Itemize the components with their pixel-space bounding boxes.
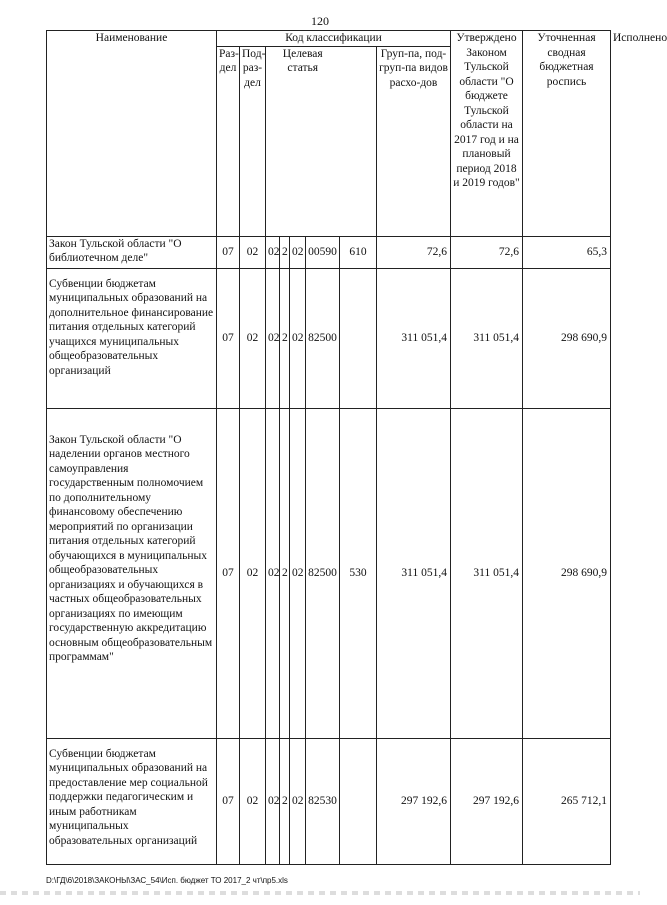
header-group: Груп-па, под-груп-па видов расхо-дов: [377, 46, 451, 236]
row-target-4: 00590: [306, 236, 340, 268]
row-refined: 72,6: [451, 236, 523, 268]
row-approved: 311 051,4: [377, 408, 451, 738]
row-section: 07: [217, 408, 240, 738]
row-section: 07: [217, 236, 240, 268]
header-subsection: Под-раз-дел: [240, 46, 266, 236]
header-target-spacer: [340, 46, 377, 236]
table-row: [47, 408, 611, 738]
row-approved: 311 051,4: [377, 268, 451, 408]
row-target-3: 02: [290, 738, 306, 864]
row-target-2: 2: [280, 408, 290, 738]
row-target-2: 2: [280, 738, 290, 864]
scan-noise-line: [0, 891, 640, 895]
budget-table: [46, 30, 667, 865]
row-executed: 298 690,9: [523, 408, 611, 738]
row-group: [340, 268, 377, 408]
row-executed: 298 690,9: [523, 268, 611, 408]
row-target-1: 02: [266, 408, 280, 738]
row-refined: 311 051,4: [451, 268, 523, 408]
row-target-2: 2: [280, 236, 290, 268]
row-subsection: 02: [240, 236, 266, 268]
row-target-2: 2: [280, 268, 290, 408]
row-name: Закон Тульской области "О библиотечном деле": [47, 236, 217, 268]
header-target: Целевая статья: [266, 46, 340, 236]
header-approved: Утверждено Законом Тульской области "О бюджете Тульской области на 2017 год и на плановый период 2018 и 2019 годов": [451, 31, 523, 237]
row-group: [340, 738, 377, 864]
row-name: Закон Тульской области "О наделении органов местного самоуправления государственным полномочием по дополнительному финансовому обеспечению мероприятий по организации питания отдельных категорий обучающихся в муниципальных общеобразовательных организациях и обучающихся в частных общеобразовательных организациях по имеющим государственную аккредитацию основным общеобразовательным программам": [47, 408, 217, 738]
row-name: Субвенции бюджетам муниципальных образований на предоставление мер социальной поддержки педагогическим и иным работникам муниципальных образовательных организаций: [47, 738, 217, 864]
row-target-4: 82500: [306, 268, 340, 408]
row-target-1: 02: [266, 738, 280, 864]
table-row: [47, 236, 611, 268]
row-section: 07: [217, 738, 240, 864]
header-section: Раз-дел: [217, 46, 240, 236]
row-target-1: 02: [266, 268, 280, 408]
header-code: Код классификации: [217, 31, 451, 47]
row-name: Субвенции бюджетам муниципальных образований на дополнительное финансирование питания отдельных категорий учащихся муниципальных общеобразовательных организаций: [47, 268, 217, 408]
row-target-4: 82500: [306, 408, 340, 738]
row-target-1: 02: [266, 236, 280, 268]
table-row: [47, 738, 611, 864]
row-refined: 297 192,6: [451, 738, 523, 864]
row-section: 07: [217, 268, 240, 408]
row-executed: 65,3: [523, 236, 611, 268]
row-group: 610: [340, 236, 377, 268]
row-refined: 311 051,4: [451, 408, 523, 738]
header-name: Наименование: [47, 31, 217, 237]
page-number: 120: [311, 14, 329, 28]
row-group: 530: [340, 408, 377, 738]
header-row-1: Наименование Код классификации Утверждено Законом Тульской области "О бюджете Тульской области на 2017 год и на плановый период 2018 и 2019 годов" Уточненная сводная бюджетная роспись Исполнено: [47, 31, 611, 47]
file-path-footer: D:\ГД\6\2018\ЗАКОНЫ\ЗАС_54\Исп. бюджет ТО 2017_2 чт\пр5.xls: [46, 876, 288, 885]
row-subsection: 02: [240, 738, 266, 864]
row-subsection: 02: [240, 268, 266, 408]
row-executed: 265 712,1: [523, 738, 611, 864]
table-row: [47, 268, 611, 408]
header-refined: Уточненная сводная бюджетная роспись: [523, 31, 611, 237]
row-target-3: 02: [290, 268, 306, 408]
row-target-3: 02: [290, 236, 306, 268]
row-target-3: 02: [290, 408, 306, 738]
row-subsection: 02: [240, 408, 266, 738]
row-approved: 297 192,6: [377, 738, 451, 864]
row-approved: 72,6: [377, 236, 451, 268]
row-target-4: 82530: [306, 738, 340, 864]
